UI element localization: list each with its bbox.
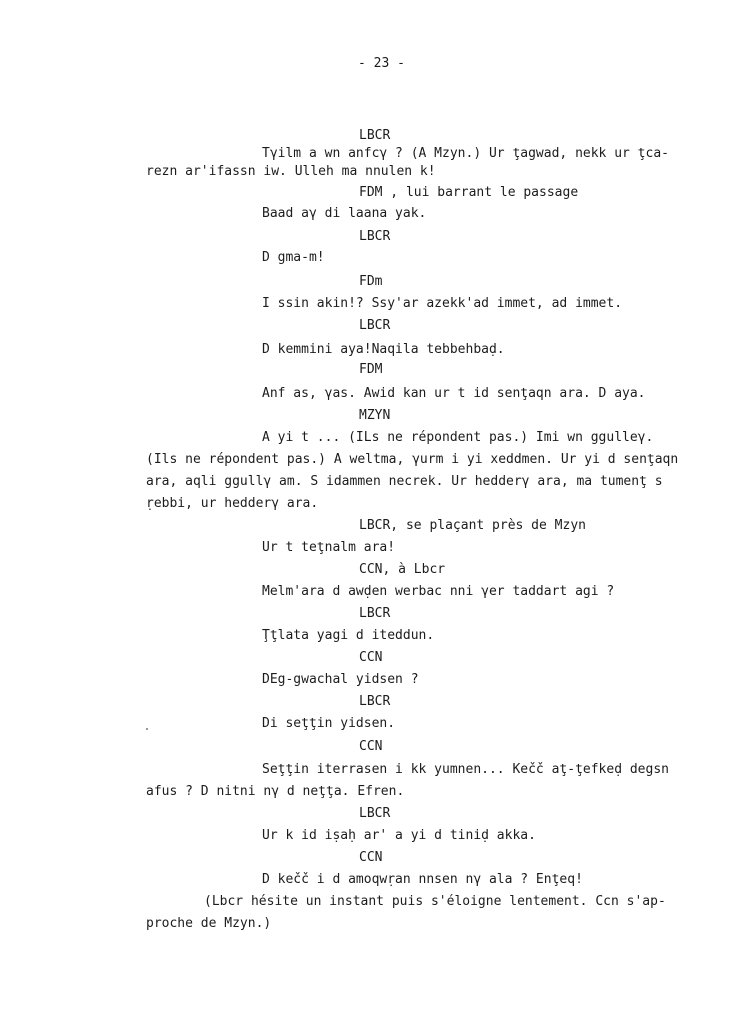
dialogue-line: Tγilm a wn anfcγ ? (A Mzyn.) Ur ţagwad, nekk ur ţca- (262, 146, 669, 161)
dialogue-line: Ur k id iṣaḥ ar' a yi d tiniḍ akka. (262, 828, 536, 843)
stage-direction: proche de Mzyn.) (146, 916, 272, 931)
speaker-name: CCN (359, 650, 383, 665)
speaker-name: LBCR, se plaçant près de Mzyn (359, 518, 586, 533)
dialogue-line: Anf as, γas. Awid kan ur t id senţaqn ara. D aya. (262, 386, 646, 401)
dialogue-line: Ur t teţnalm ara! (262, 540, 396, 555)
speaker-name: FDM (359, 362, 383, 377)
speaker-name: CCN (359, 850, 383, 865)
speaker-name: LBCR (359, 606, 391, 621)
speaker-name: LBCR (359, 128, 391, 143)
speaker-name: CCN, à Lbcr (359, 562, 446, 577)
speaker-name: LBCR (359, 318, 391, 333)
speaker-name: LBCR (359, 229, 391, 244)
dialogue-line: A yi t ... (ILs ne répondent pas.) Imi wn ggulleγ. (262, 430, 654, 445)
dialogue-line: D kečč i d amoqwṛan nnsen nγ ala ? Enţeq! (262, 872, 583, 887)
dialogue-line: Di seţţin yidsen. (262, 716, 396, 731)
speaker-name: LBCR (359, 694, 391, 709)
dialogue-line: ṛebbi, ur hedderγ ara. (146, 496, 319, 511)
speaker-name: FDM , lui barrant le passage (359, 185, 579, 200)
dialogue-line: D gma-m! (262, 250, 325, 265)
page-number: - 23 - (358, 56, 405, 71)
speaker-name: CCN (359, 739, 383, 754)
dialogue-line: (Ils ne répondent pas.) A weltma, γurm i yi xeddmen. Ur yi d senţaqn (146, 452, 679, 467)
dialogue-line: DEg-gwachal yidsen ? (262, 672, 419, 687)
dialogue-line: ara, aqli ggullγ am. S idammen necrek. Ur hedderγ ara, ma tumenţ s (146, 474, 663, 489)
speaker-name: MZYN (359, 408, 391, 423)
dialogue-line: Ţţlata yagi d iteddun. (262, 628, 435, 643)
ink-speck (146, 728, 148, 730)
speaker-name: FDm (359, 274, 383, 289)
speaker-name: LBCR (359, 806, 391, 821)
dialogue-line: Baad aγ di laana yak. (262, 206, 427, 221)
dialogue-line: I ssin akin!? Ssy'ar azekk'ad immet, ad immet. (262, 296, 623, 311)
stage-direction: (Lbcr hésite un instant puis s'éloigne lentement. Ccn s'ap- (204, 894, 666, 909)
dialogue-line: Seţţin iterrasen i kk yumnen... Kečč aţ-ţefkeḍ degsn (262, 762, 669, 777)
dialogue-line: rezn ar'ifassn iw. Ulleh ma nnulen k! (146, 164, 436, 179)
dialogue-line: D kemmini aya!Naqila tebbehbaḍ. (262, 342, 505, 357)
dialogue-line: Melm'ara d awḍen werbac nni γer taddart agi ? (262, 584, 615, 599)
dialogue-line: afus ? D nitni nγ d neţţa. Efren. (146, 784, 405, 799)
